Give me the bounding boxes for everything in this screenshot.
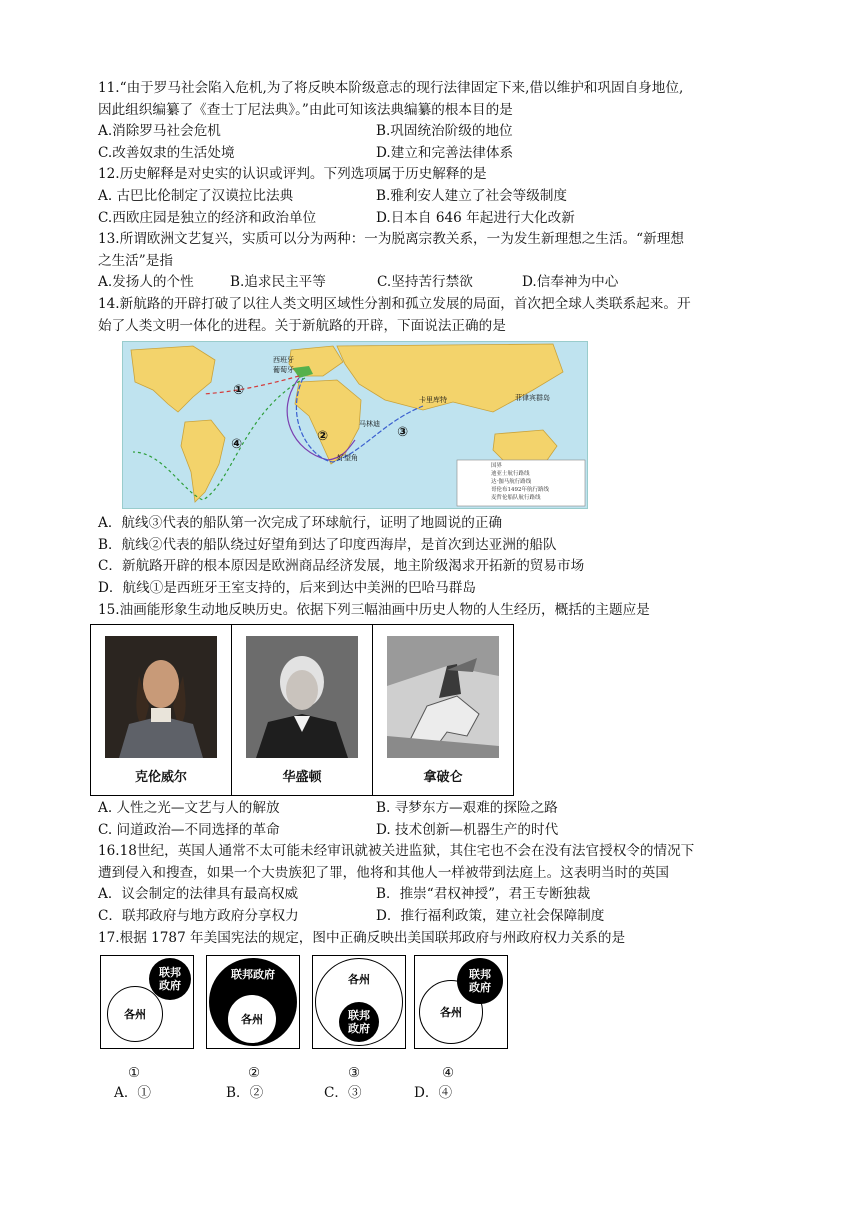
diagram-number: ④ — [442, 1065, 455, 1082]
portrait-name: 克伦威尔 — [134, 770, 187, 786]
north-america-landmass — [131, 346, 215, 412]
map-label-calicut: 卡里库特 — [419, 396, 447, 405]
africa-landmass — [295, 380, 361, 464]
states-circle — [227, 994, 277, 1044]
q11-option-a: A.消除罗马社会危机 — [98, 123, 221, 140]
q17-options — [98, 1083, 778, 1105]
q14-stem-line2: 始了人类文明一体化的进程。关于新航路的开辟，下面说法正确的是 — [98, 317, 506, 334]
portrait-cromwell — [91, 625, 232, 795]
q11-options-row2 — [98, 143, 778, 165]
diagram-number: ② — [248, 1065, 261, 1082]
federal-government-circle — [457, 958, 503, 1004]
q11-stem-line2: 因此组织编纂了《查士丁尼法典》。”由此可知该法典编纂的根本目的是 — [98, 101, 513, 118]
route-1-marker: ① — [233, 383, 245, 399]
q12-option-c: C.西欧庄园是独立的经济和政治单位 — [98, 209, 317, 226]
legend-item: 麦哲伦船队航行路线 — [491, 495, 541, 502]
legend-item: 哥伦布1492年航行路线 — [491, 487, 549, 494]
q15-option-a: A. 人性之光—文艺与人的解放 — [98, 800, 280, 817]
map-label-philippines: 菲律宾群岛 — [515, 394, 550, 403]
states-label: 各州 — [440, 1005, 462, 1019]
states-label: 各州 — [348, 973, 370, 987]
map-label-portugal: 葡萄牙 — [273, 366, 294, 375]
legend-item: 达·伽马航行路线 — [491, 479, 532, 486]
q12-option-d: D.日本自 646 年起进行大化改新 — [376, 209, 575, 226]
q17-option-d: D．④ — [414, 1085, 453, 1102]
legend-item: 国界 — [491, 463, 503, 470]
federal-label: 联邦政府 — [231, 968, 275, 982]
q13-option-b: B.追求民主平等 — [230, 274, 326, 291]
q14-option-c: C．新航路开辟的根本原因是欧洲商品经济发展，地主阶级渴求开拓新的贸易市场 — [98, 558, 585, 575]
power-relation-diagrams — [98, 951, 778, 1063]
legend-item: 迪亚士航行路线 — [491, 471, 530, 478]
q11-option-b: B.巩固统治阶级的地位 — [376, 123, 513, 140]
diagram-4 — [414, 955, 508, 1049]
q16-option-b: B．推崇“君权神授”，君王专断独裁 — [376, 886, 591, 903]
q13-stem-line1: 13.所谓欧洲文艺复兴，实质可以分为两种：一为脱离宗教关系，一为发生新理想之生活。“新理想 — [98, 231, 684, 248]
route-2-marker: ② — [317, 429, 329, 445]
q16-options-row2 — [98, 906, 778, 928]
map-label-malindi: 马林迪 — [359, 420, 380, 429]
south-america-landmass — [181, 420, 225, 502]
states-label: 各州 — [241, 1012, 263, 1026]
portrait-name: 拿破仑 — [423, 770, 463, 786]
portrait-name: 华盛顿 — [282, 770, 322, 786]
diagram-number: ① — [128, 1065, 141, 1082]
route-3-marker: ③ — [397, 425, 409, 441]
q13-option-a: A.发扬人的个性 — [98, 274, 194, 291]
map-legend — [491, 462, 549, 502]
q17-option-c: C．③ — [324, 1085, 362, 1102]
q14-option-b: B．航线②代表的船队绕过好望角到达了印度西海岸，是首次到达亚洲的船队 — [98, 536, 557, 553]
q14-stem-line1: 14.新航路的开辟打破了以往人类文明区域性分割和孤立发展的局面，首次把全球人类联系起来。开 — [98, 295, 691, 312]
q16-option-d: D．推行福利政策，建立社会保障制度 — [376, 908, 605, 925]
q11-stem-line1: 11.“由于罗马社会陷入危机,为了将反映本阶级意志的现行法律固定下来,借以维护和巩固自身地位, — [98, 80, 684, 96]
states-circle — [107, 986, 163, 1042]
q16-options-row1 — [98, 884, 778, 906]
federal-government-circle — [149, 958, 191, 1000]
q12-options-row1 — [98, 186, 778, 208]
diagram-number: ③ — [348, 1065, 361, 1082]
portrait-napoleon — [373, 625, 513, 795]
map-label-cape-of-good-hope: 好望角 — [337, 454, 358, 463]
diagram-1 — [100, 955, 194, 1049]
diagram-numbers — [98, 1063, 778, 1083]
federal-label: 联邦 政府 — [469, 968, 491, 995]
q14-option-a: A．航线③代表的船队第一次完成了环球航行，证明了地圆说的正确 — [98, 515, 503, 532]
cromwell-portrait-image — [105, 636, 217, 758]
q12-stem: 12.历史解释是对史实的认识或评判。下列选项属于历史解释的是 — [98, 166, 487, 183]
federal-label: 联邦 政府 — [348, 1009, 370, 1036]
q16-option-c: C．联邦政府与地方政府分享权力 — [98, 908, 299, 925]
q15-options-row2 — [98, 820, 778, 842]
portrait-washington — [232, 625, 373, 795]
map-label-spain: 西班牙 — [273, 356, 294, 365]
q17-option-b: B．② — [226, 1085, 264, 1102]
q11-option-d: D.建立和完善法律体系 — [376, 144, 514, 161]
q15-stem: 15.油画能形象生动地反映历史。依据下列三幅油画中历史人物的人生经历，概括的主题应是 — [98, 601, 650, 618]
q11-options-row1 — [98, 121, 778, 143]
q16-stem-line2: 遭到侵入和搜查，如果一个大贵族犯了罪，他将和其他人一样被带到法庭上。这表明当时的英国 — [98, 864, 669, 881]
q16-stem-line1: 16.18世纪，英国人通常不太可能未经审讯就被关进监狱，其住宅也不会在没有法官授权令的情况下 — [98, 843, 695, 860]
washington-portrait-image — [246, 636, 358, 758]
q12-option-b: B.雅利安人建立了社会等级制度 — [376, 187, 568, 204]
q15-option-b: B. 寻梦东方—艰难的探险之路 — [376, 800, 558, 817]
federal-label: 联邦 政府 — [159, 966, 181, 993]
q13-options — [98, 272, 778, 294]
q12-option-a: A. 古巴比伦制定了汉谟拉比法典 — [98, 187, 294, 204]
q12-options-row2 — [98, 208, 778, 230]
q13-stem-line2: 之生活”是指 — [98, 252, 173, 269]
question-page — [98, 78, 778, 1105]
route-4-marker: ④ — [231, 437, 243, 453]
oil-paintings-panel — [90, 624, 514, 796]
new-sea-routes-map — [122, 341, 588, 509]
napoleon-portrait-image — [387, 636, 499, 758]
q13-option-d: D.信奉神为中心 — [522, 274, 619, 291]
states-label: 各州 — [124, 1007, 146, 1021]
q15-option-d: D. 技术创新—机器生产的时代 — [376, 821, 559, 838]
q17-option-a: A．① — [114, 1085, 152, 1102]
q17-stem: 17.根据 1787 年美国宪法的规定，图中正确反映出美国联邦政府与州政府权力关系的是 — [98, 929, 626, 946]
q16-option-a: A．议会制定的法律具有最高权威 — [98, 886, 299, 903]
q13-option-c: C.坚持苦行禁欲 — [377, 274, 473, 291]
q11-option-c: C.改善奴隶的生活处境 — [98, 144, 235, 161]
federal-government-circle — [339, 1002, 379, 1042]
q14-option-d: D．航线①是西班牙王室支持的，后来到达中美洲的巴哈马群岛 — [98, 579, 476, 596]
q15-options-row1 — [98, 798, 778, 820]
q15-option-c: C. 问道政治—不同选择的革命 — [98, 821, 280, 838]
diagram-3 — [312, 955, 406, 1049]
diagram-2 — [206, 955, 300, 1049]
